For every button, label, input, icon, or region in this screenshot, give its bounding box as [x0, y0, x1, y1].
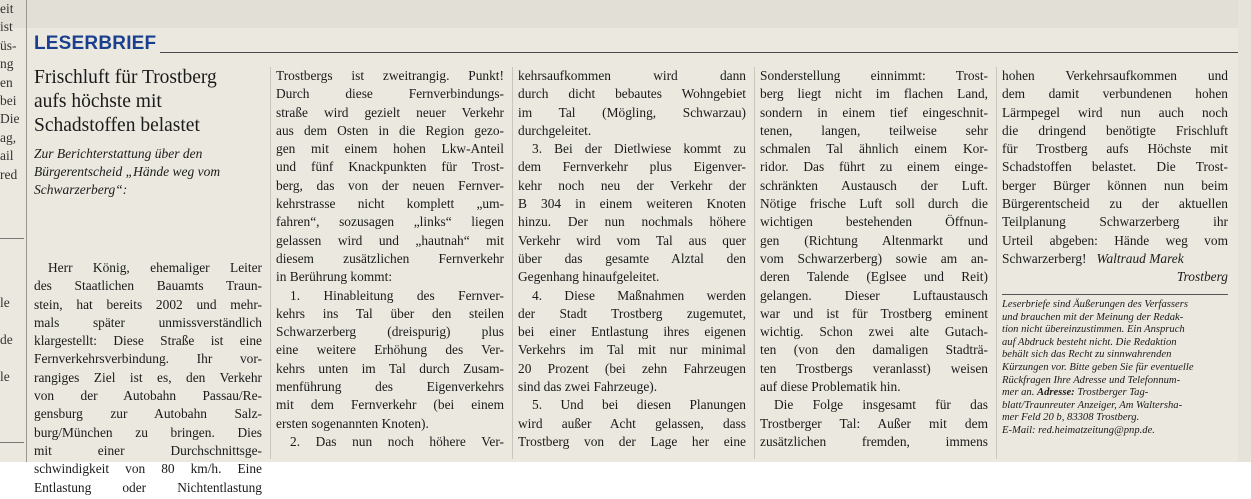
fragment-rule	[0, 238, 24, 239]
text-line: klargestellt: Diese Straße ist eine	[34, 333, 262, 349]
text-line: aus dem Osten in die Region gezo-	[276, 122, 504, 138]
fragment-line: ng	[0, 56, 14, 72]
text-line: ridor. Das führt zu einem einge-	[760, 159, 988, 175]
subhead-line: Schwarzerberg“:	[34, 182, 128, 197]
text-line: sind das zwei Fahrzeuge).	[518, 379, 658, 395]
headline-line: Schadstoffen belastet	[34, 115, 200, 136]
text-line: Schwarzerberg (dreispurig) plus	[276, 324, 504, 340]
email-line: E-Mail: red.heimatzeitung@pnp.de.	[1002, 424, 1155, 436]
text-line: schränkten Austausch der Luft.	[760, 177, 988, 193]
text-line: Entlastung oder Nichtentlastung	[34, 479, 262, 495]
fragment-line	[0, 405, 26, 423]
address-line	[1002, 387, 1228, 400]
text-line: bei einer Entlastung ihres eigenen	[518, 324, 746, 340]
text-line: berg liegt nicht im flachen Land,	[760, 86, 988, 102]
text-line: Trostbergs ist zweitrangig. Punkt!	[276, 68, 504, 83]
fragment-line	[0, 276, 26, 294]
text-line: wichtig. Schon zwei alte Gutach-	[760, 324, 988, 340]
text-line: diesem zusätzlichen Fernverkehr	[276, 250, 504, 266]
text-line: wird außer Acht gelassen, dass	[518, 415, 746, 431]
text-line: die dringend benötigte Frischluft	[1002, 122, 1228, 138]
text-line: Bürgerentscheid zu der aktuellen	[1002, 196, 1228, 212]
address-text: Trostberger Tag-	[1077, 387, 1149, 399]
fragment-line	[0, 349, 26, 367]
text-line: Verkehrs im Tal mit nur minimal	[518, 342, 746, 358]
text-line: berg, das von der neuen Fernver-	[276, 177, 504, 193]
text-line: wichtigen bestehenden Öffnun-	[760, 214, 988, 230]
text-line: kehrs ins Tal über den steilen	[276, 305, 504, 321]
text-line	[1002, 250, 1228, 268]
disclaimer-line: Leserbriefe sind Äußerungen des Verfassers	[1002, 299, 1188, 310]
body-column-3	[518, 67, 746, 451]
fragment-line: le	[0, 295, 10, 311]
editorial-disclaimer	[1002, 299, 1228, 438]
text-line: Sonderstellung einnimmt: Trost-	[760, 68, 988, 83]
subhead-line: Zur Berichterstattung über den	[34, 146, 203, 161]
text-line: deren Talende (Eglsee und Reit)	[760, 269, 988, 285]
fragment-rule	[0, 442, 24, 443]
fragment-line: de	[0, 332, 13, 348]
author-city: Trostberg	[1176, 269, 1228, 285]
text-line: fahren“, sozusagen „links“ liegen	[276, 214, 504, 230]
body-column-4	[760, 67, 988, 451]
disclaimer-line: Rückfragen Ihre Adresse und Telefonnum-	[1002, 374, 1181, 386]
fragment-line: en	[0, 74, 13, 90]
fragment-line: bei	[0, 92, 17, 108]
fragment-line: le	[0, 368, 10, 384]
text-line: mals später unmissverständlich	[34, 314, 262, 330]
text-line: Fernverkehrsverbindung. Ihr vor-	[34, 351, 262, 367]
text-line: Urteil abgeben: Hände weg vom	[1002, 232, 1228, 248]
column-gutter	[996, 67, 997, 459]
text-line: rangiges Ziel ist es, den Verkehr	[34, 369, 262, 385]
text-line: gen mit einem hohen Lkw-Anteil	[276, 141, 504, 157]
text-line: tenen, langen, teilweise sehr	[760, 122, 988, 138]
text-line: Trostberger Tal: Außer mit dem	[760, 415, 988, 431]
text-line: Durch diese Fernverbindungs-	[276, 86, 504, 102]
body-column-5	[1002, 67, 1228, 287]
address-line: mer Feld 20 b, 83308 Trostberg.	[1002, 412, 1140, 424]
text-line: schmalen Tal ähnlich einem Kor-	[760, 141, 988, 157]
text-line: Lärmpegel wird nun auch noch	[1002, 104, 1228, 120]
text-line: 5. Und bei diesen Planungen	[532, 397, 746, 413]
fragment-line: Die	[0, 111, 20, 127]
disclaimer-line: behält sich das Recht zu sinnwahrenden	[1002, 349, 1172, 361]
disclaimer-rule	[1002, 294, 1228, 295]
text-line: kehrsaufkommen wird dann	[518, 68, 746, 83]
text-line: stein, hat bereits 2002 und mehr-	[34, 296, 262, 312]
address-prefix: mer an.	[1002, 387, 1035, 399]
fragment-line	[0, 202, 26, 220]
text-line: über das gesamte Alztal den	[518, 250, 746, 266]
text-line: gelangen. Dieser Luftaustausch	[760, 287, 988, 303]
author-name: Waltraud Marek	[1096, 250, 1184, 266]
text-line: schwindigkeit von 80 km/h. Eine	[34, 461, 262, 477]
headline-line: aufs höchste mit	[34, 91, 162, 112]
fragment-line	[0, 257, 26, 275]
fragment-line: ail	[0, 148, 14, 164]
text-line: und fünf Knackpunkten für Trost-	[276, 159, 504, 175]
text-line: durch dicht bebautes Wohngebiet	[518, 86, 746, 102]
text-line: gelassen wird und „hautnah“ mit	[276, 232, 504, 248]
text-fragment: Schwarzerberg!	[1002, 250, 1087, 266]
text-line: im Tal (Mögling, Schwarzau)	[518, 104, 746, 120]
header-rule	[160, 52, 1250, 53]
text-line: der Stadt Trostberg zugemutet,	[518, 305, 746, 321]
fragment-line: ag,	[0, 129, 17, 145]
text-line: ten (von den damaligen Stadträ-	[760, 342, 988, 358]
text-line: sondern in einem tief eingeschnit-	[760, 104, 988, 120]
text-line: ersten sogenannten Knoten).	[276, 415, 429, 431]
disclaimer-line: tion nicht übereinzustimmen. Ein Anspruch	[1002, 324, 1185, 336]
text-line: gensburg zur Autobahn Salz-	[34, 406, 262, 422]
fragment-line	[0, 239, 26, 257]
text-line: ten Trostbergs veranlasst) weisen	[760, 360, 988, 376]
text-line: kehr noch neu der Verkehr der	[518, 177, 746, 193]
column-gutter	[754, 67, 755, 459]
right-edge-strip	[1238, 0, 1251, 462]
text-line: vom Schwarzerberg) sowie am an-	[760, 250, 988, 266]
text-line: Trostberg von der Lage her eine	[518, 433, 746, 449]
previous-article-strip	[0, 0, 1251, 28]
article-headline	[34, 66, 266, 138]
text-line: eine weitere Erhöhung des Ver-	[276, 342, 504, 358]
address-label: Adresse:	[1037, 387, 1075, 399]
text-line: auf diese Problematik hin.	[760, 379, 901, 395]
fragment-line	[0, 221, 26, 239]
text-line: dem damit verbundenen hohen	[1002, 86, 1228, 102]
text-line: des Staatlichen Bauamts Traun-	[34, 278, 262, 294]
text-line: dem Fernverkehr plus Eigenver-	[518, 159, 746, 175]
text-line: war und ist für Trostberg eminent	[760, 305, 988, 321]
text-line: berger Bürger können nun beim	[1002, 177, 1228, 193]
text-line: 20 Prozent (bei zehn Fahrzeugen	[518, 360, 746, 376]
text-line: mit einer Durchschnittsge-	[34, 442, 262, 458]
text-line: gen (Richtung Altenmarkt und	[760, 232, 988, 248]
disclaimer-line: und brauchen mit der Meinung der Redak-	[1002, 311, 1184, 323]
address-line: blatt/Traunreuter Anzeiger, Am Waltersha-	[1002, 399, 1183, 411]
text-line: Teilplanung Schwarzerberg ihr	[1002, 214, 1228, 230]
column-gutter	[270, 67, 271, 459]
text-line: 1. Hinableitung des Fernver-	[290, 287, 504, 303]
fragment-line: eit	[0, 1, 14, 16]
text-line: von der Autobahn Passau/Re-	[34, 388, 262, 404]
text-line: kehrstrasse nicht komplett „um-	[276, 196, 504, 212]
text-line: Schadstoffen belastet. Die Trost-	[1002, 159, 1228, 175]
body-column-2	[276, 67, 504, 451]
disclaimer-line: auf Abdruck besteht nicht. Die Redaktion	[1002, 336, 1177, 348]
article-subhead	[34, 145, 266, 199]
text-line: hinzu. Der nun nochmals höhere	[518, 214, 746, 230]
text-line: burg/München zu bringen. Dies	[34, 424, 262, 440]
fragment-line	[0, 423, 26, 441]
adjacent-column-fragments	[0, 0, 26, 462]
disclaimer-line: Kürzungen vor. Bitte geben Sie für eventuelle	[1002, 361, 1194, 373]
text-line: Gegenhang hinaufgeleitet.	[518, 269, 660, 285]
text-line: durchgeleitet.	[518, 122, 592, 138]
text-line: B 304 in einem weiteren Knoten	[518, 196, 746, 212]
text-line: Die Folge insgesamt für das	[774, 397, 988, 413]
text-line: Verkehr wird vom Tal aus quer	[518, 232, 746, 248]
text-line: in Berührung kommt:	[276, 269, 393, 285]
fragment-line	[0, 313, 26, 331]
headline-line: Frischluft für Trostberg	[34, 67, 217, 88]
text-line: hohen Verkehrsaufkommen und	[1002, 68, 1228, 83]
text-line: kehrs unten im Tal durch Zusam-	[276, 360, 504, 376]
text-line: für Trostberg aufs Höchste mit	[1002, 141, 1228, 157]
text-line: zusätzlichen fremden, immens	[760, 433, 988, 449]
body-column-1	[34, 259, 262, 497]
text-line: menführung des Eigenverkehrs	[276, 379, 504, 395]
text-line: 4. Diese Maßnahmen werden	[532, 287, 746, 303]
fragment-line: üs-	[0, 37, 17, 53]
text-line: 3. Bei der Dietlwiese kommt zu	[532, 141, 746, 157]
text-line: 2. Das nun noch höhere Ver-	[290, 433, 504, 449]
fragment-line: ist	[0, 19, 13, 35]
column-gutter	[512, 67, 513, 459]
column-divider	[26, 0, 27, 462]
text-line: straße wird gezielt neuer Verkehr	[276, 104, 504, 120]
section-kicker: LESERBRIEF	[34, 33, 157, 54]
fragment-line	[0, 184, 26, 202]
fragment-line: red	[0, 166, 18, 182]
fragment-line	[0, 386, 26, 404]
subhead-line: Bürgerentscheid „Hände weg vom	[34, 164, 221, 179]
text-line: Herr König, ehemaliger Leiter	[48, 260, 262, 275]
text-line: Nötige frische Luft soll durch die	[760, 196, 988, 212]
text-line: mit dem Fernverkehr (bei einem	[276, 397, 504, 413]
